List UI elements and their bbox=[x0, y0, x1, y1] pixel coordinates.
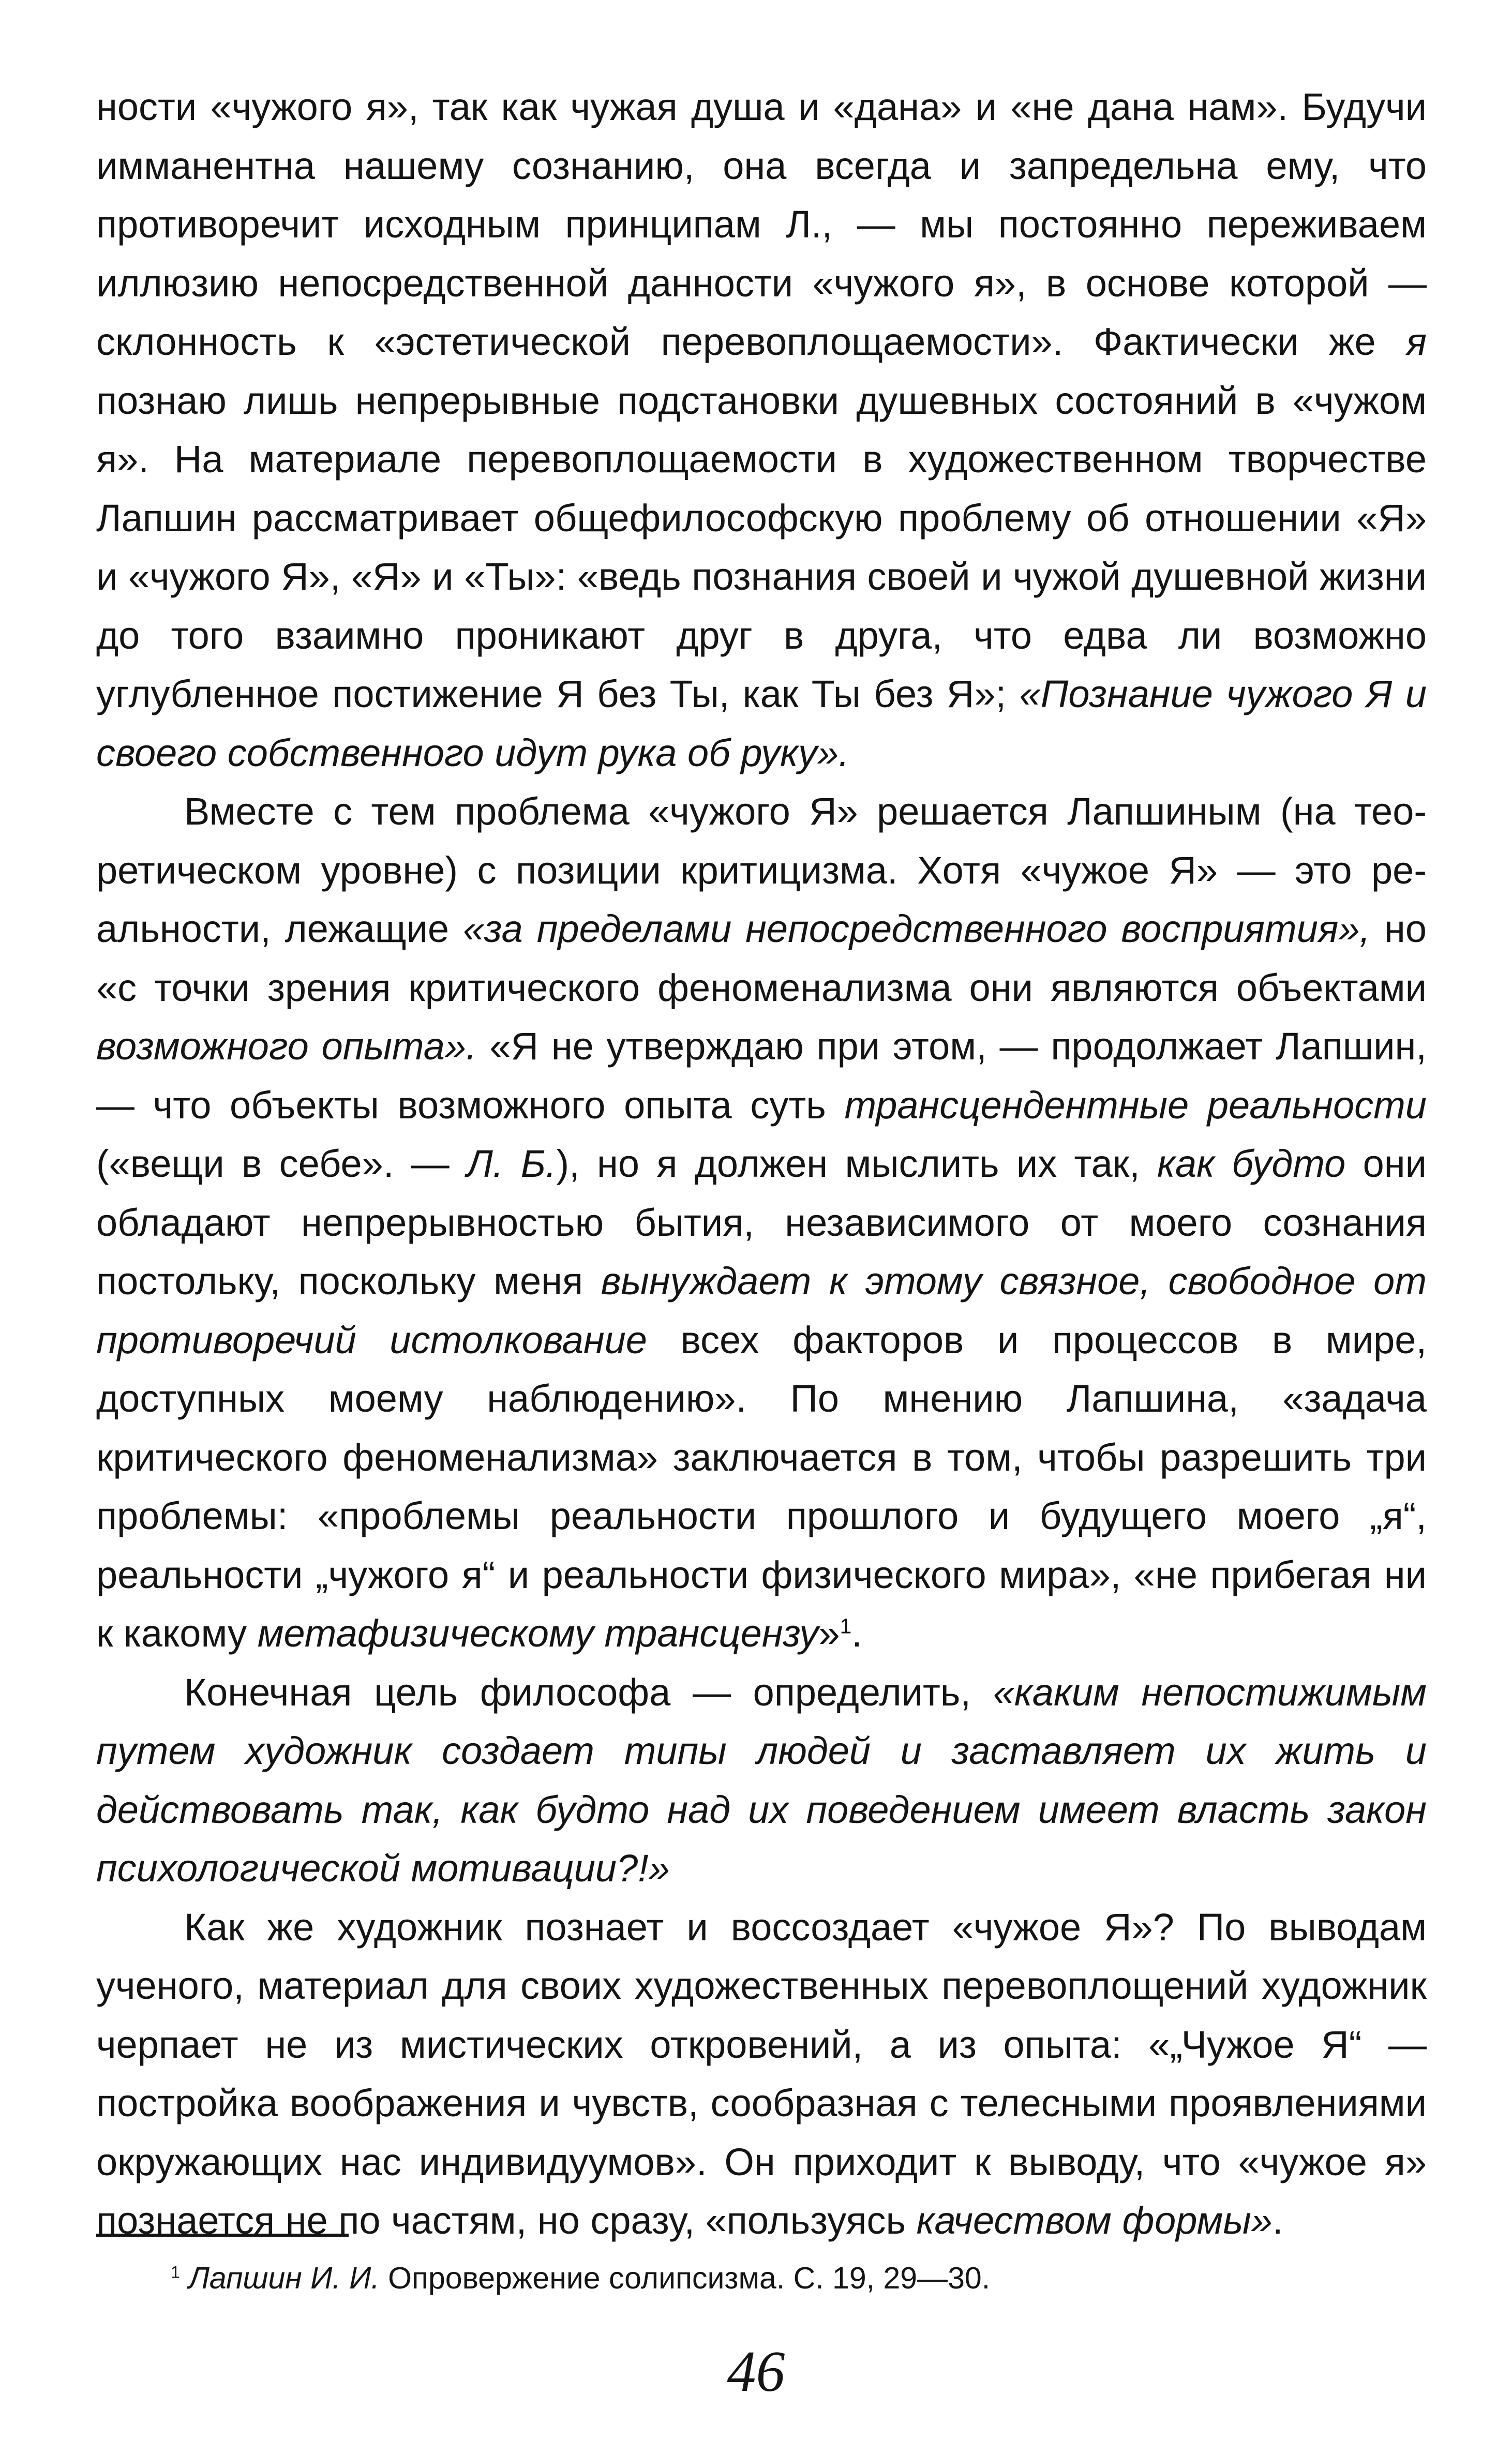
italic-text: Л. Б. bbox=[467, 1142, 557, 1185]
italic-text: качеством формы» bbox=[916, 2199, 1273, 2242]
footnote-reference: 1 bbox=[840, 1614, 852, 1638]
text-run: . bbox=[1272, 2199, 1283, 2242]
text-run: » bbox=[818, 1612, 840, 1655]
italic-text: вынуждает к этому связное, свободное от противоречий истолкование bbox=[96, 1260, 1427, 1361]
text-run: Как же художник познает и воссоздает «чужое Я»? По выводам ученого, материал для своих художественных перевоплощений художник черпает не из мистических откровений, а из опыта: «„Чужое Я“ — постройка воображения и чувств, сообразная с телесными проявлениями окружающих нас индивидуумов». Он приходит к выводу, что «чужое я» познается не по частям, но сразу, «пользуясь bbox=[96, 1905, 1427, 2242]
italic-text: как будто bbox=[1157, 1142, 1346, 1185]
text-run: познаю лишь непрерывные подстановки душевных состояний в «чужом я». На материале перевоплощаемости в художественном творчестве Лапшин рассматривает общефилософскую проблему об отношении «Я» и «чужого Я», «Я» и «Ты»: «ведь познания своей и чужой душевной жизни до того взаимно проникают друг в друга, что едва ли возможно углубленное постижение Я без Ты, как Ты без Я»; bbox=[96, 379, 1427, 715]
italic-text: я bbox=[1406, 320, 1427, 363]
text-run: Конечная цель философа — определить, bbox=[184, 1670, 993, 1714]
paragraph bbox=[96, 782, 1427, 1663]
text-run: но «с точки зрения критического феноменализма они являются объектами bbox=[96, 907, 1427, 1009]
text-run: они обладают непрерывностью бытия, независимого от моего сознания постольку, поскольку меня bbox=[96, 1142, 1427, 1303]
text-run: . bbox=[851, 1612, 862, 1655]
text-run: «Я не утверждаю при этом, — продолжает Лапшин, — что объекты возможного опыта суть bbox=[96, 1025, 1427, 1127]
paragraph bbox=[96, 78, 1427, 782]
text-run: всех факторов и процессов в мире, доступных моему наблюдению». По мнению Лапшина, «задача критического феноменализма» заключается в том, чтобы разрешить три проблемы: «проблемы реальности прошлого и будущего моего „я“, реальности „чужого я“ и реальности физического мира», «не прибегая ни к какому bbox=[96, 1318, 1427, 1655]
footnote-text: Опровержение солипсизма. С. 19, 29—30. bbox=[379, 2261, 991, 2295]
italic-text: «каким непостижимым путем художник создает типы людей и заставляет их жить и действовать так, как будто над их поведением имеет власть закон психологической мотивации?!» bbox=[96, 1670, 1427, 1890]
text-run: («вещи в себе». — bbox=[96, 1142, 467, 1185]
body-text bbox=[96, 78, 1427, 2250]
text-run: ности «чужого я», так как чужая душа и «дана» и «не дана нам». Будучи имманентна нашему сознанию, она всегда и запредельна ему, что противоречит исходным принципам Л., — мы постоянно переживаем иллюзию непосредственной данности «чужого я», в основе которой — склонность к «эстетической перевоплощаемости». Фактически же bbox=[96, 85, 1427, 363]
footnote-marker: 1 bbox=[171, 2263, 181, 2282]
footnote-author: Лапшин И. И. bbox=[188, 2261, 380, 2295]
italic-text: «за пределами непосредственного восприятия», bbox=[462, 907, 1371, 950]
text-run: ), но я должен мыслить их так, bbox=[556, 1142, 1158, 1185]
italic-text: трансцендентные реальности bbox=[844, 1083, 1427, 1127]
footnote bbox=[171, 2258, 1412, 2298]
page-number: 46 bbox=[727, 2340, 785, 2404]
footnote-separator bbox=[96, 2234, 349, 2237]
italic-text: «Познание чужого Я и своего собственного идут рука об руку». bbox=[96, 672, 1427, 774]
paragraph bbox=[96, 1898, 1427, 2250]
page-body bbox=[96, 78, 1427, 2250]
italic-text: метафизическому трансцензу bbox=[257, 1612, 819, 1655]
italic-text: возможного опыта». bbox=[96, 1025, 477, 1068]
text-run: Вместе с тем проблема «чужого Я» решается Лапшиным (на теоретическом уровне) с позиции критицизма. Хотя «чужое Я» — это реальности, лежащие bbox=[96, 790, 1427, 950]
paragraph bbox=[96, 1663, 1427, 1898]
